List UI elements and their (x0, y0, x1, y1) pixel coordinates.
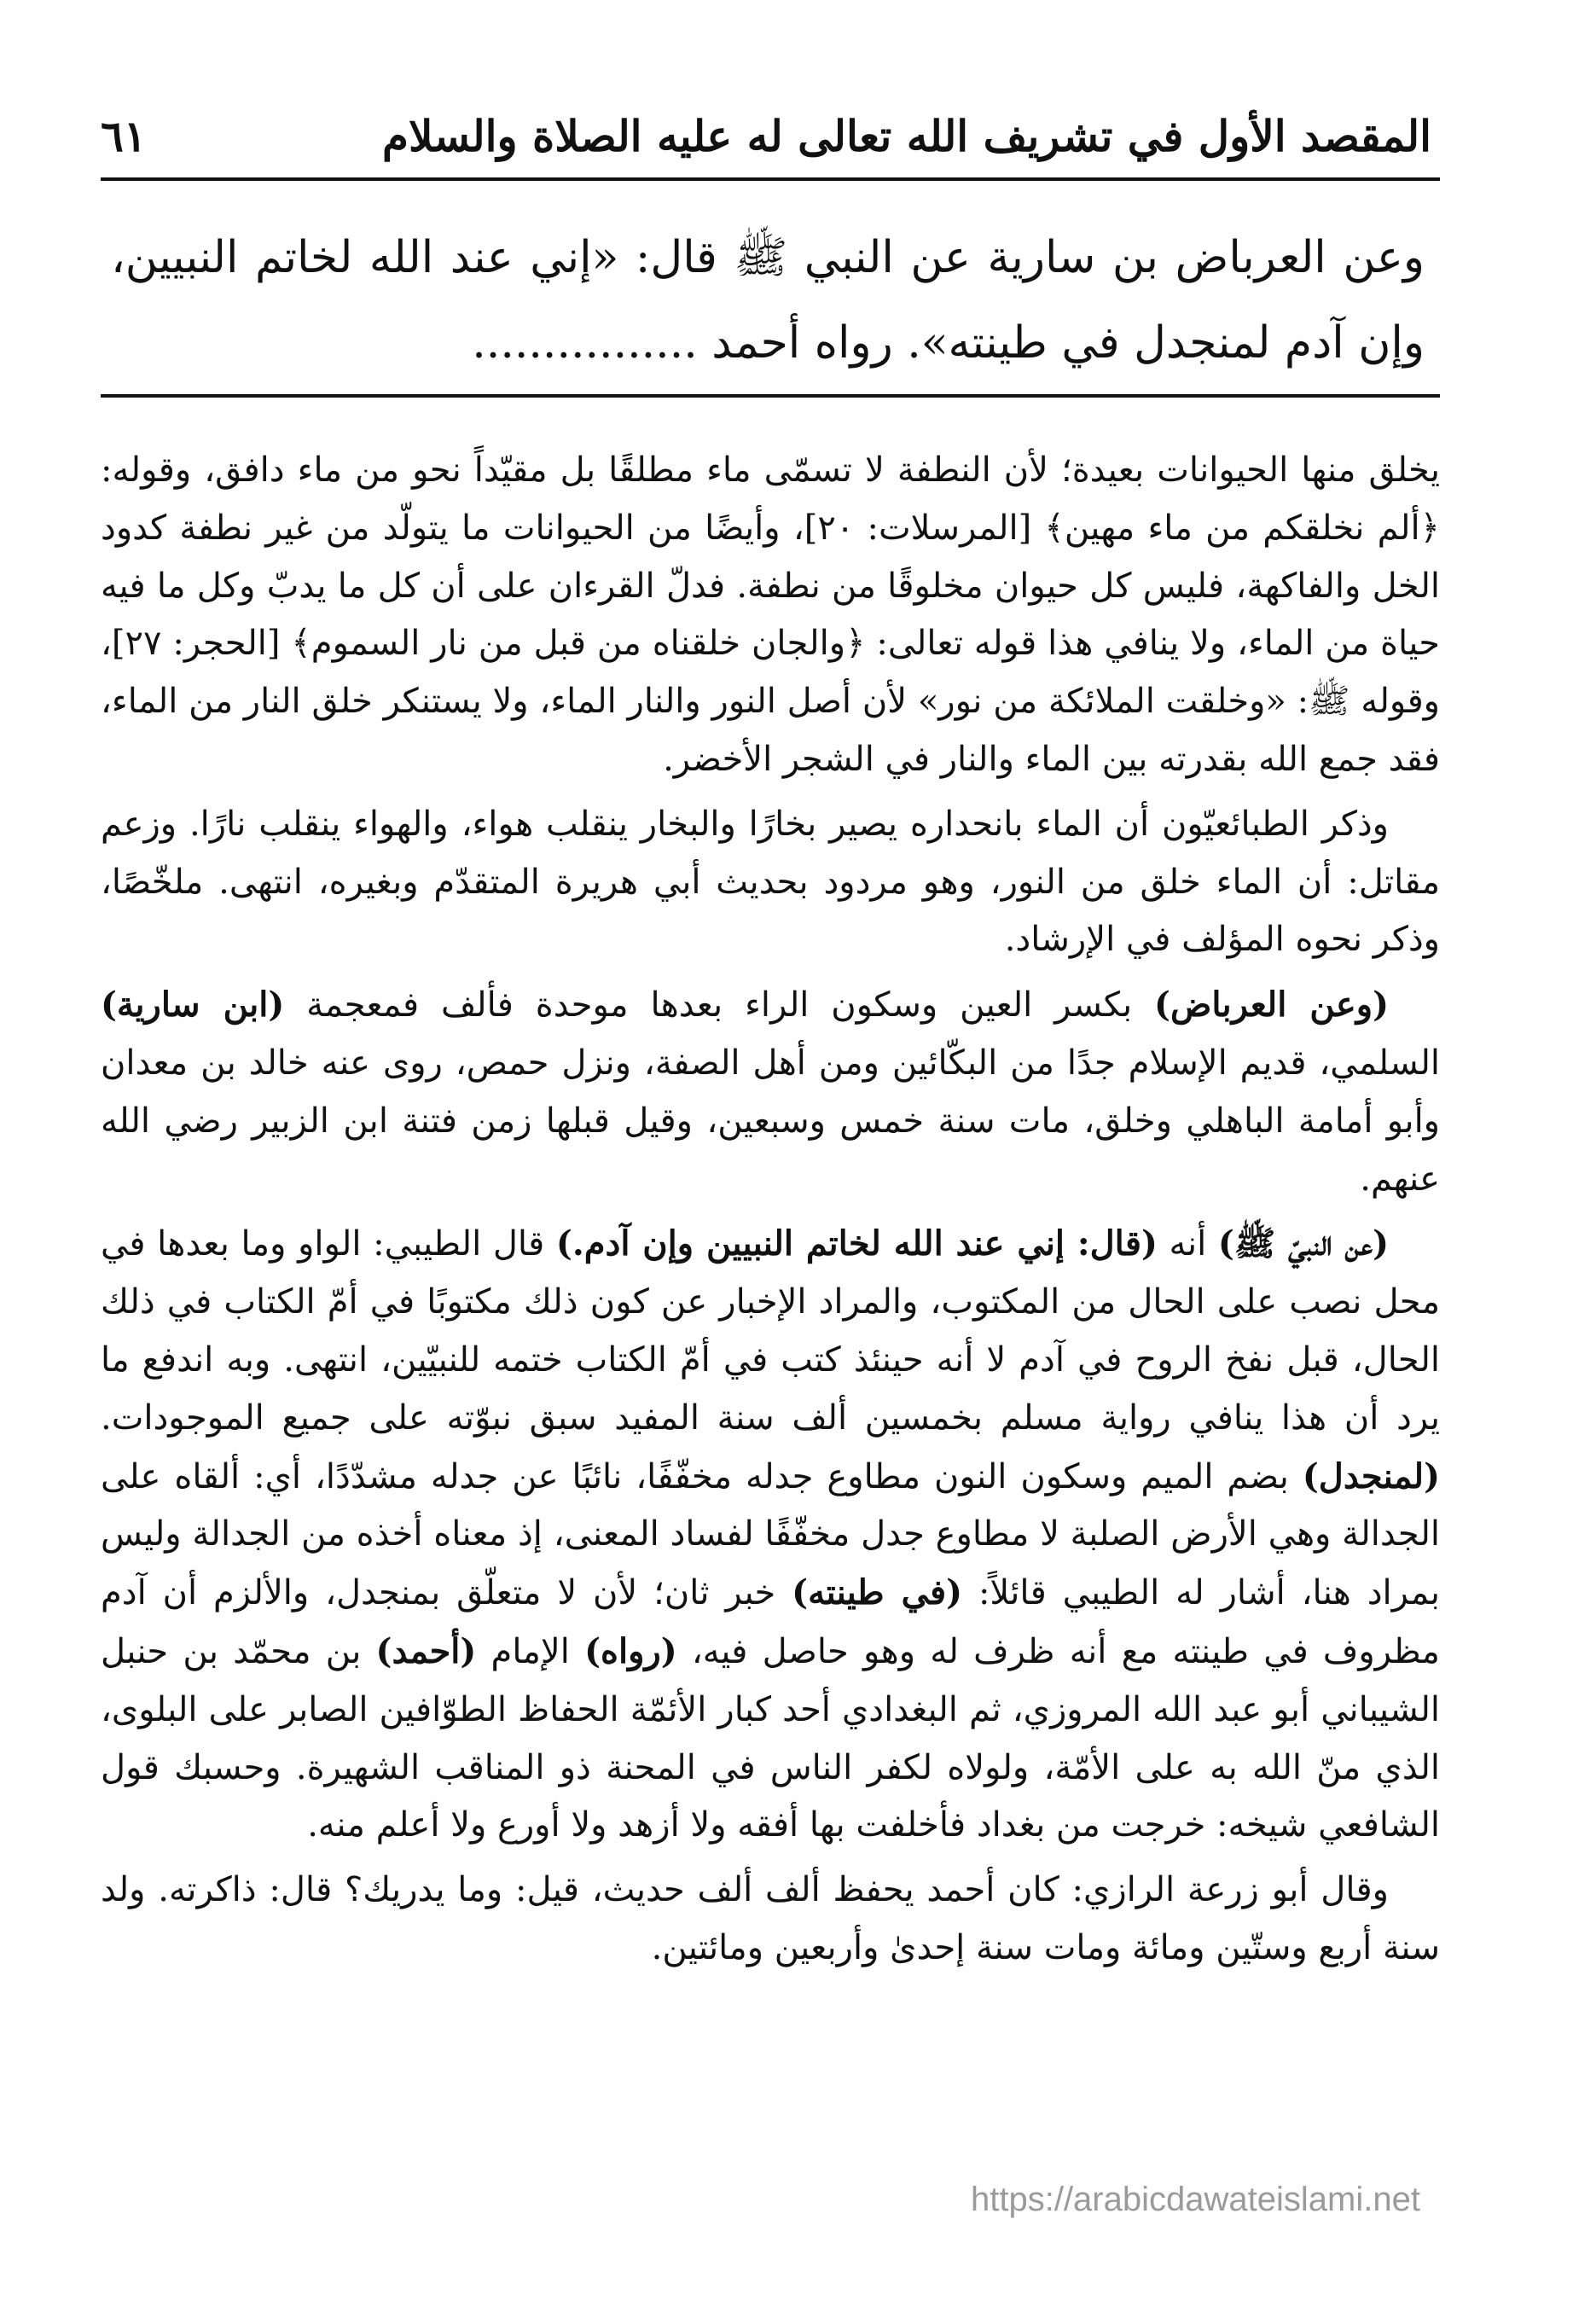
hadith-text: وعن العرباض بن سارية عن النبي ﷺ قال: «إني عند الله لخاتم النبيين، وإن آدم لمنجدل في طينته». رواه أحمد (111, 232, 1425, 369)
hadith-dots: ................ (472, 317, 698, 369)
commentary-text: أنه (1157, 1224, 1218, 1264)
commentary-paragraph (101, 976, 1440, 1208)
commentary-text: قال الطيبي: الواو وما بعدها في محل نصب على الحال من المكتوب، والمراد الإخبار عن كون ذلك مكتوبًا في أمّ الكتاب في ذلك الحال، قبل نفخ الروح في آدم لا أنه حينئذ كتب في أمّ الكتاب ختمه للنبيّين، انتهى. وبه اندفع ما يرد أن هذا ينافي رواية مسلم بخمسين ألف سنة المفيد سبق نبوّته على جميع الموجودات. (101, 1224, 1440, 1438)
commentary-block (101, 442, 1440, 1984)
source-watermark: https://arabicdawateislami.net (971, 2181, 1420, 2218)
lemma: (عن النبيّ ﷺ) (1217, 1223, 1389, 1264)
commentary-paragraph: وذكر الطبائعيّون أن الماء بانحداره يصير بخارًا والبخار ينقلب هواء، والهواء ينقلب نارًا. وزعم مقاتل: أن الماء خلق من النور، وهو مردود بحديث أبي هريرة المتقدّم وبغيره، انتهى. ملخّصًا، وذكر نحوه المؤلف في الإرشاد. (101, 804, 1440, 960)
commentary-paragraph (101, 1215, 1440, 1855)
page-number: ٦١ (101, 111, 147, 161)
lemma: (رواه) (584, 1630, 677, 1671)
commentary-text: خبر ثان؛ لأن لا متعلّق بمنجدل، والألزم أن آدم مظروف في طينته مع أنه ظرف له وهو حاصل فيه، (101, 1573, 1440, 1671)
page-header (101, 102, 1431, 171)
commentary-text: بن محمّد بن حنبل الشيباني أبو عبد الله المروزي، ثم البغدادي أحد كبار الأئمّة الحفاظ الطوّافين الصابر على البلوى، الذي منّ الله به على الأمّة، ولولاه لكفر الناس في المحنة ذو المناقب الشهيرة. وحسبك قول الشافعي شيخه: خرجت من بغداد فأخلفت بها أفقه ولا أزهد ولا أورع ولا أعلم منه. (101, 1631, 1440, 1845)
running-title: المقصد الأول في تشريف الله تعالى له عليه الصلاة والسلام (381, 111, 1431, 161)
lemma: (وعن العرباض) (1154, 985, 1389, 1025)
lemma: (ابن سارية) (101, 985, 285, 1025)
lemma: (قال: إني عند الله لخاتم النبيين وإن آدم.) (555, 1223, 1158, 1264)
commentary-text: بضم الميم وسكون النون مطاوع جدله مخفّفًا، نائبًا عن جدله مشدّدًا، أي: ألقاه على الجدالة وهي الأرض الصلبة لا مطاوع جدل مخفّفًا لفساد المعنى، إذ معناه أخذه من الجدالة وليس بمراد هنا، أشار له الطيبي قائلاً: (101, 1456, 1441, 1613)
lemma: (أحمد) (375, 1630, 477, 1671)
header-divider (101, 177, 1440, 181)
commentary-divider (101, 394, 1440, 398)
commentary-text: بكسر العين وسكون الراء بعدها موحدة فألف فمعجمة (284, 985, 1155, 1025)
hadith-text-block (111, 215, 1425, 386)
commentary-text: الإمام (476, 1631, 585, 1671)
lemma: (لمنجدل) (1302, 1455, 1440, 1496)
lemma: (في طينته) (792, 1572, 963, 1613)
commentary-paragraph: وقال أبو زرعة الرازي: كان أحمد يحفظ ألف ألف حديث، قيل: وما يدريك؟ قال: ذاكرته. ولد سنة أربع وستّين ومائة ومات سنة إحدىٰ وأربعين ومائتين. (101, 1870, 1440, 1967)
commentary-text: السلمي، قديم الإسلام جدًا من البكّائين ومن أهل الصفة، ونزل حمص، روى عنه خالد بن معدان وأبو أمامة الباهلي وخلق، مات سنة خمس وسبعين، وقيل قبلها زمن فتنة ابن الزبير رضي الله عنهم. (101, 1043, 1441, 1199)
commentary-paragraph: يخلق منها الحيوانات بعيدة؛ لأن النطفة لا تسمّى ماء مطلقًا بل مقيّداً نحو من ماء دافق، وقوله: ﴿ألم نخلقكم من ماء مهين﴾ [المرسلات: ٢٠]، وأيضًا من الحيوانات ما يتولّد من غير نطفة كدود الخل والفاكهة، فليس كل حيوان مخلوقًا من نطفة. فدلّ القرءان على أن كل ما يدبّ وكل ما فيه حياة من الماء، ولا ينافي هذا قوله تعالى: ﴿والجان خلقناه من قبل من نار السموم﴾ [الحجر: ٢٧]، وقوله ﷺ: «وخلقت الملائكة من نور» لأن أصل النور والنار الماء، ولا يستنكر خلق النار من الماء، فقد جمع الله بقدرته بين الماء والنار في الشجر الأخضر. (101, 450, 1440, 779)
